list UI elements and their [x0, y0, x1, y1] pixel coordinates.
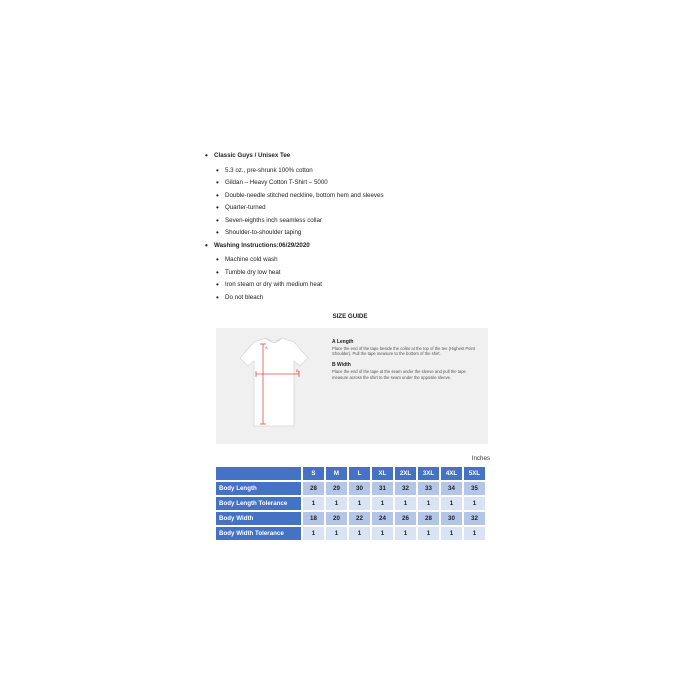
washing-item: • Do not bleach	[204, 295, 504, 308]
washing-item: • Tumble dry low heat	[204, 270, 504, 283]
feature-item: • Quarter-turned	[204, 205, 504, 218]
table-cell: 1	[303, 497, 324, 510]
table-cell: 32	[464, 512, 485, 525]
size-table	[214, 465, 487, 542]
table-cell: 1	[418, 527, 439, 540]
table-cell: 26	[395, 512, 416, 525]
table-row	[216, 527, 485, 540]
size-guide-title: SIZE GUIDE	[332, 313, 368, 320]
length-marker: A	[265, 345, 268, 350]
feature-item: • Seven-eighths inch seamless collar	[204, 218, 504, 231]
washing-title: • Washing Instructions:06/29/2020	[204, 243, 504, 256]
table-cell: 1	[303, 527, 324, 540]
table-cell: 32	[395, 482, 416, 495]
feature-list	[204, 168, 504, 243]
size-header: 5XL	[464, 467, 485, 480]
table-cell: 29	[326, 482, 347, 495]
table-row	[216, 512, 485, 525]
table-cell: 1	[349, 497, 370, 510]
table-cell: 1	[395, 527, 416, 540]
table-cell: 1	[395, 497, 416, 510]
feature-item: • Shoulder-to-shoulder taping	[204, 230, 504, 243]
size-header: M	[326, 467, 347, 480]
table-cell: 1	[464, 527, 485, 540]
table-cell: 1	[326, 497, 347, 510]
table-cell: 31	[372, 482, 393, 495]
length-instructions: Place the end of the tape beside the collar at the top of the tee (Highest Point Shoulder). Pull the tape measure to the bottom of the shirt.	[332, 345, 475, 357]
table-cell: 18	[303, 512, 324, 525]
width-marker: B	[296, 368, 299, 373]
table-cell: 1	[418, 497, 439, 510]
feature-item: • Gildan – Heavy Cotton T-Shirt – 5000	[204, 180, 504, 193]
table-row	[216, 497, 485, 510]
size-header-row	[216, 467, 485, 480]
table-cell: 24	[372, 512, 393, 525]
washing-item: • Machine cold wash	[204, 257, 504, 270]
size-guide-instructions	[332, 339, 482, 385]
product-spec	[204, 153, 504, 307]
size-guide-panel	[216, 328, 488, 444]
table-cell: 1	[349, 527, 370, 540]
table-cell: 30	[349, 482, 370, 495]
size-header: XL	[372, 467, 393, 480]
table-cell: 1	[326, 527, 347, 540]
header-corner	[216, 467, 301, 480]
table-cell: 1	[372, 497, 393, 510]
table-cell: 30	[441, 512, 462, 525]
row-label: Body Width Tolerance	[216, 527, 301, 540]
row-label: Body Length	[216, 482, 301, 495]
width-heading: B Width	[332, 362, 351, 369]
row-label: Body Width	[216, 512, 301, 525]
table-cell: 28	[418, 512, 439, 525]
feature-item: • 5.3 oz., pre-shrunk 100% cotton	[204, 168, 504, 181]
table-cell: 28	[303, 482, 324, 495]
tshirt-measure-diagram	[216, 328, 332, 444]
table-cell: 1	[441, 527, 462, 540]
table-cell: 1	[372, 527, 393, 540]
table-row	[216, 482, 485, 495]
size-header: 2XL	[395, 467, 416, 480]
table-cell: 1	[441, 497, 462, 510]
tshirt-icon	[240, 338, 308, 426]
size-header: L	[349, 467, 370, 480]
table-cell: 20	[326, 512, 347, 525]
size-header: S	[303, 467, 324, 480]
feature-item: • Double-needle stitched neckline, bottom hem and sleeves	[204, 193, 504, 206]
table-cell: 34	[441, 482, 462, 495]
table-cell: 1	[464, 497, 485, 510]
table-cell: 33	[418, 482, 439, 495]
washing-list	[204, 257, 504, 307]
size-header: 3XL	[418, 467, 439, 480]
length-heading: A Length	[332, 339, 354, 345]
washing-item: • Iron steam or dry with medium heat	[204, 282, 504, 295]
width-instructions: Place the end of the tape at the seam under the sleeve and pull the tape measure across the shirt to the seam under the opposite sleeve.	[332, 368, 466, 380]
units-label: Inches	[471, 455, 490, 462]
size-header: 4XL	[441, 467, 462, 480]
table-cell: 35	[464, 482, 485, 495]
table-cell: 22	[349, 512, 370, 525]
product-title: • Classic Guys / Unisex Tee	[204, 153, 504, 166]
row-label: Body Length Tolerance	[216, 497, 301, 510]
